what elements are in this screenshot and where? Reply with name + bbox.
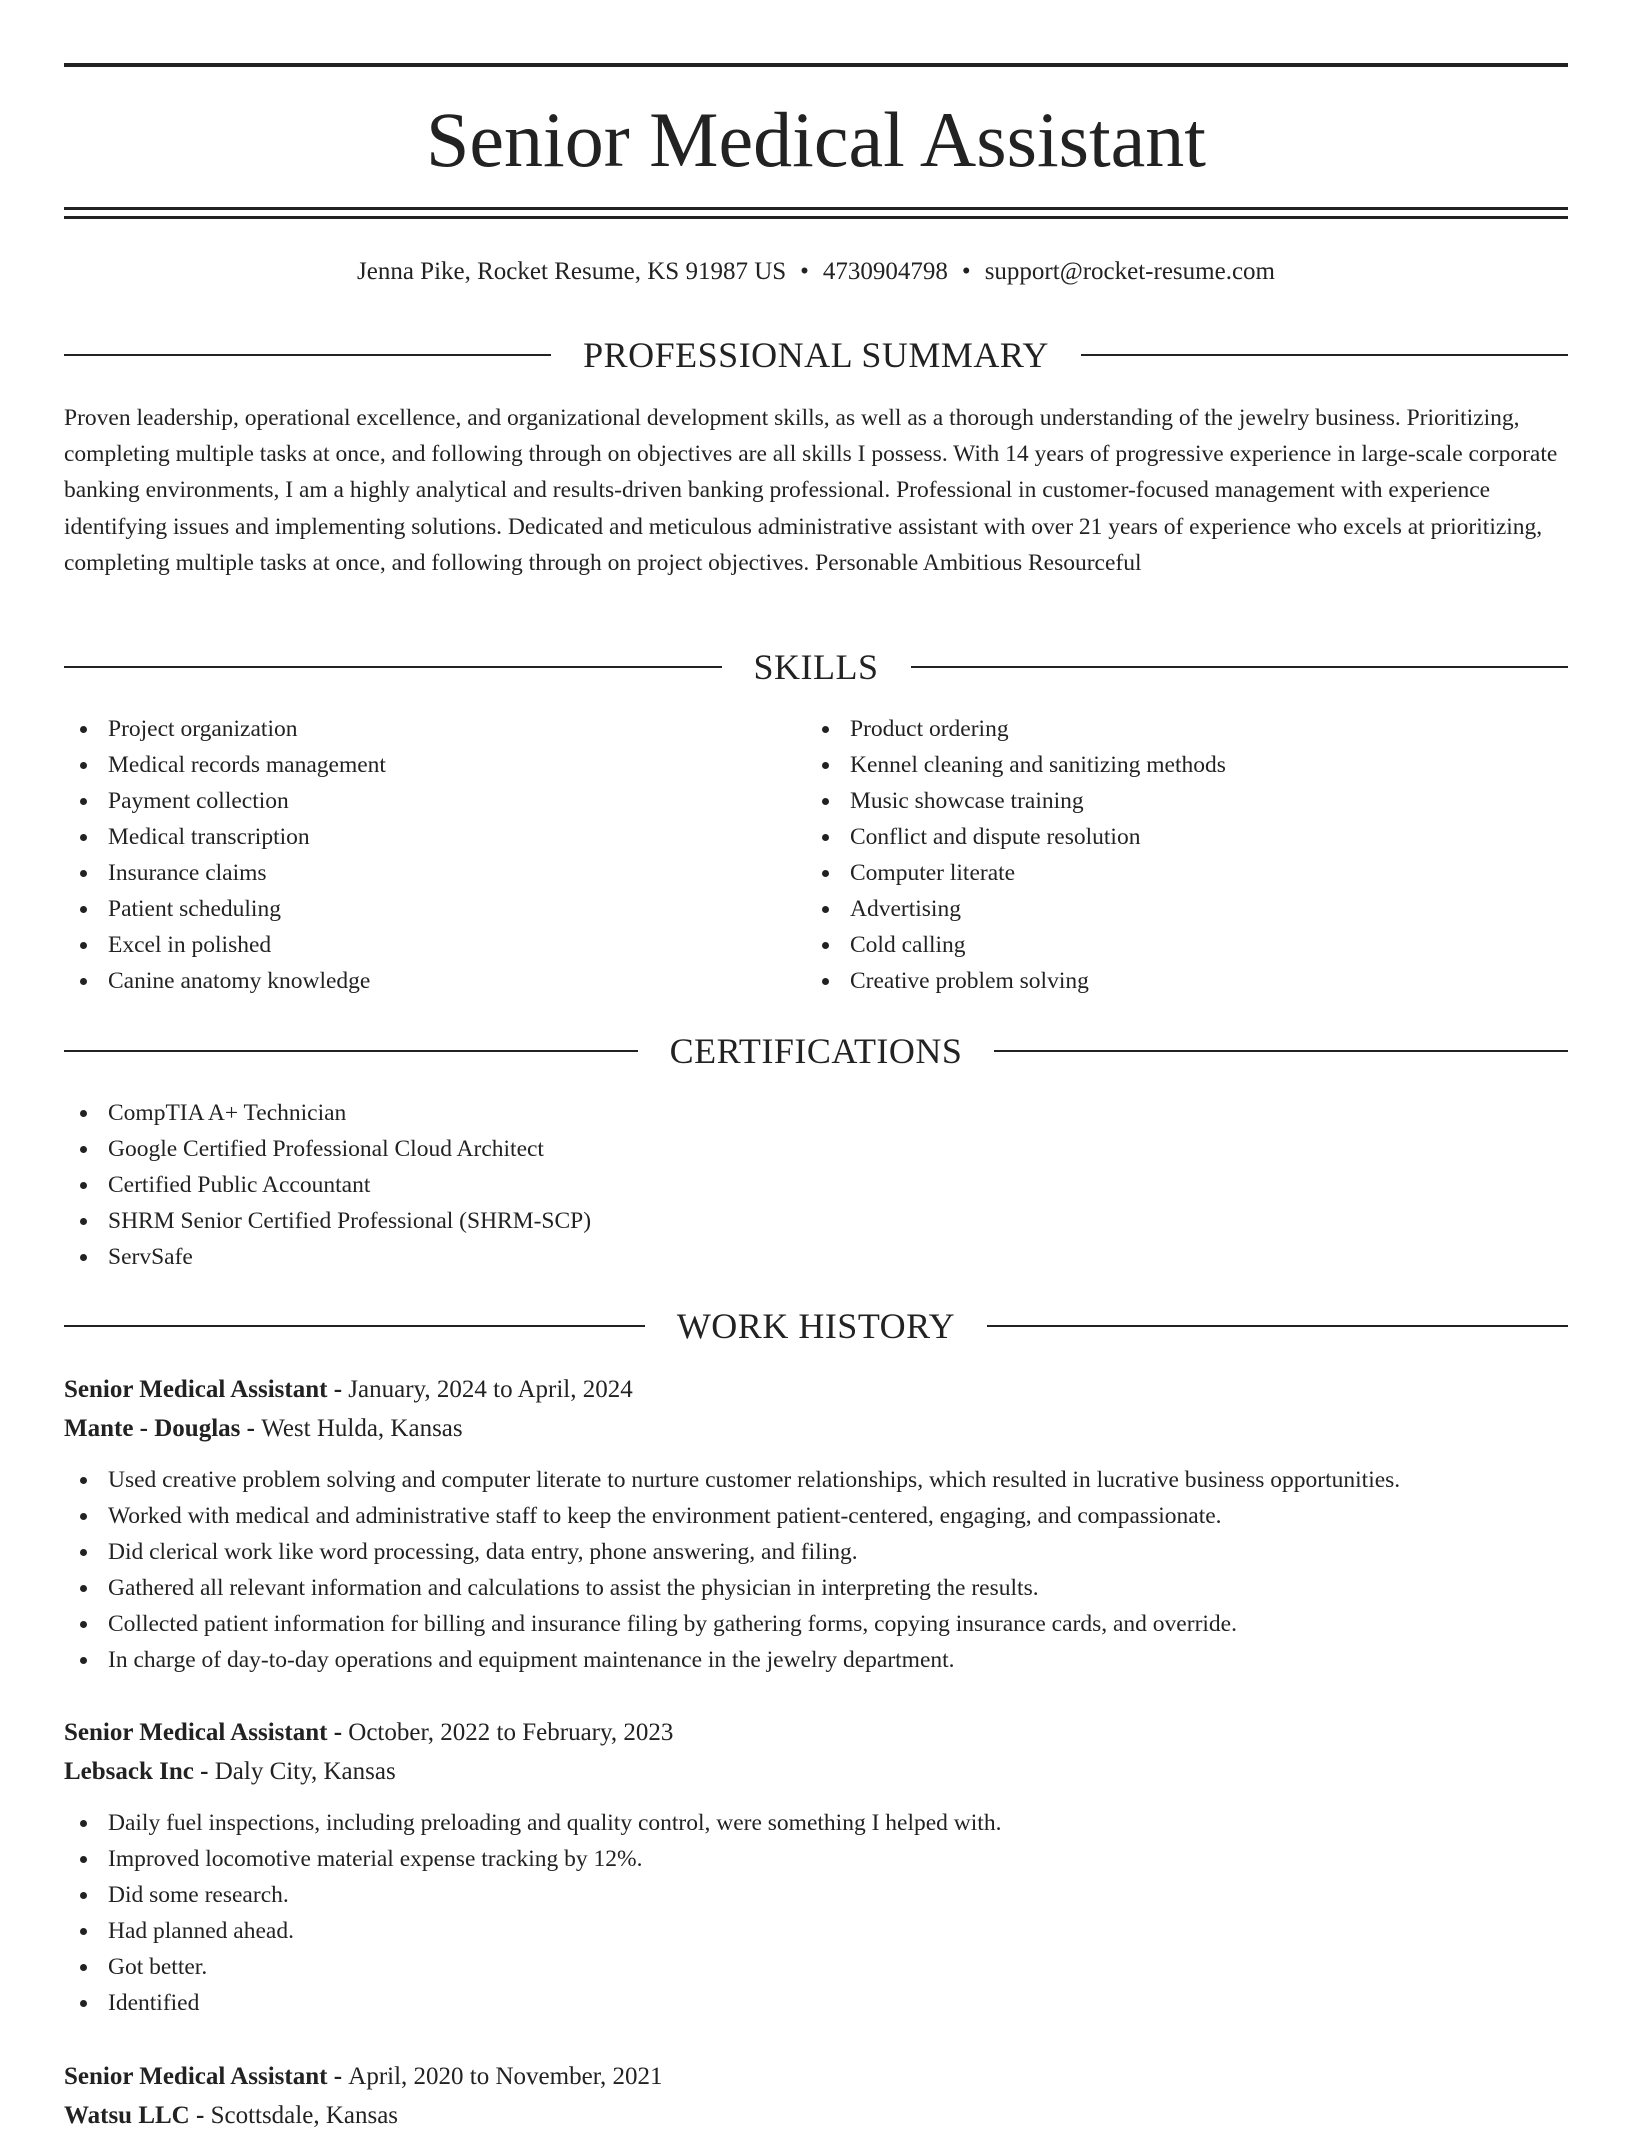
heading-rule [987,1325,1568,1327]
job-location: Scottsdale, Kansas [210,2102,399,2129]
contact-line [64,252,1568,292]
skill-item: Advertising [806,891,1566,927]
job-duties [64,1462,1568,1678]
skill-item: Medical transcription [64,819,804,855]
contact-email: support@rocket-resume.com [984,258,1275,285]
certifications-heading [64,1029,1568,1073]
contact-address: Jenna Pike, Rocket Resume, KS 91987 US [357,258,787,285]
job-duty: Got better. [64,1949,1568,1985]
skills-heading-label: SKILLS [753,647,879,687]
job-entry [64,1370,1568,1678]
skill-item: Excel in polished [64,927,804,963]
job-title-line: Senior Medical Assistant - October, 2022 to February, 2023 [64,1719,674,1746]
job-duty: Improved locomotive material expense tracking by 12%. [64,1841,1568,1877]
contact-phone: 4730904798 [822,258,948,285]
heading-rule [64,1325,645,1327]
job-entry [64,1713,1568,2021]
skill-item: Insurance claims [64,855,804,891]
certifications-heading-label: CERTIFICATIONS [669,1031,963,1071]
summary-heading [64,333,1568,377]
skills-list-right [806,711,1566,999]
job-dates: October, 2022 to February, 2023 [348,1719,674,1746]
job-title: Senior Medical Assistant [64,1376,328,1403]
heading-rule [994,1050,1568,1052]
resume-title: Senior Medical Assistant [426,96,1206,183]
job-duty: In charge of day-to-day operations and equipment maintenance in the jewelry department. [64,1642,1568,1678]
skill-item: Project organization [64,711,804,747]
certification-item: Google Certified Professional Cloud Architect [64,1131,1568,1167]
skill-item: Patient scheduling [64,891,804,927]
heading-rule [64,1050,638,1052]
job-company-line: Lebsack Inc - Daly City, Kansas [64,1758,396,1785]
skill-item: Creative problem solving [806,963,1566,999]
job-duty: Identified [64,1985,1568,2021]
job-duty: Gathered all relevant information and calculations to assist the physician in interpreting the results. [64,1570,1568,1606]
job-title: Senior Medical Assistant [64,2063,328,2090]
skill-item: Music showcase training [806,783,1566,819]
job-duty: Daily fuel inspections, including preloading and quality control, were something I helped with. [64,1805,1568,1841]
skill-item: Payment collection [64,783,804,819]
certifications-list [64,1095,1568,1275]
job-company-line: Watsu LLC - Scottsdale, Kansas [64,2102,399,2129]
heading-rule [1081,354,1568,356]
top-rule [64,63,1568,67]
job-location: Daly City, Kansas [214,1758,396,1785]
skill-item: Canine anatomy knowledge [64,963,804,999]
contact-separator: • [800,258,809,285]
job-title-line: Senior Medical Assistant - April, 2020 to November, 2021 [64,2063,663,2090]
job-duty: Worked with medical and administrative staff to keep the environment patient-centered, engaging, and compassionate. [64,1498,1568,1534]
certification-item: CompTIA A+ Technician [64,1095,1568,1131]
job-entry [64,2057,1568,2135]
title-rule-upper [64,207,1568,210]
certification-item: SHRM Senior Certified Professional (SHRM-SCP) [64,1203,1568,1239]
certification-item: Certified Public Accountant [64,1167,1568,1203]
job-duty: Used creative problem solving and computer literate to nurture customer relationships, which resulted in lucrative business opportunities. [64,1462,1568,1498]
job-duty: Had planned ahead. [64,1913,1568,1949]
job-dates: January, 2024 to April, 2024 [348,1376,633,1403]
heading-rule [911,666,1569,668]
job-title-line: Senior Medical Assistant - January, 2024 to April, 2024 [64,1376,633,1403]
job-company: Mante - Douglas [64,1415,241,1442]
skills-heading [64,645,1568,689]
skill-item: Cold calling [806,927,1566,963]
title-rule-lower [64,216,1568,219]
certification-item: ServSafe [64,1239,1568,1275]
job-company: Lebsack Inc [64,1758,194,1785]
skill-item: Medical records management [64,747,804,783]
skills-list-left [64,711,804,999]
heading-rule [64,354,551,356]
work-history-heading-label: WORK HISTORY [676,1306,956,1346]
summary-heading-label: PROFESSIONAL SUMMARY [583,335,1049,375]
skill-item: Computer literate [806,855,1566,891]
job-dates: April, 2020 to November, 2021 [348,2063,663,2090]
job-duties [64,1805,1568,2021]
skill-item: Kennel cleaning and sanitizing methods [806,747,1566,783]
contact-separator: • [961,258,971,285]
job-duty: Collected patient information for billing and insurance filing by gathering forms, copying insurance cards, and override. [64,1606,1568,1642]
job-location: West Hulda, Kansas [261,1415,463,1442]
job-title: Senior Medical Assistant [64,1719,328,1746]
work-history-heading [64,1304,1568,1348]
job-duty: Did some research. [64,1877,1568,1913]
professional-summary: Proven leadership, operational excellence, and organizational development skills, as well as a thorough understanding of the jewelry business. Prioritizing, completing multiple tasks at once, and following through on objectives are all skills I possess. With 14 years of progressive experience in large-scale corporate banking environments, I am a highly analytical and results-driven banking professional. Professional in customer-focused management with experience identifying issues and implementing solutions. Dedicated and meticulous administrative assistant with over 21 years of experience who excels at prioritizing, completing multiple tasks at once, and following through on project objectives. Personable Ambitious Resourceful [64,405,1558,576]
job-company-line: Mante - Douglas - West Hulda, Kansas [64,1415,463,1442]
skill-item: Product ordering [806,711,1566,747]
job-company: Watsu LLC [64,2102,190,2129]
job-duty: Did clerical work like word processing, data entry, phone answering, and filing. [64,1534,1568,1570]
heading-rule [64,666,722,668]
skill-item: Conflict and dispute resolution [806,819,1566,855]
